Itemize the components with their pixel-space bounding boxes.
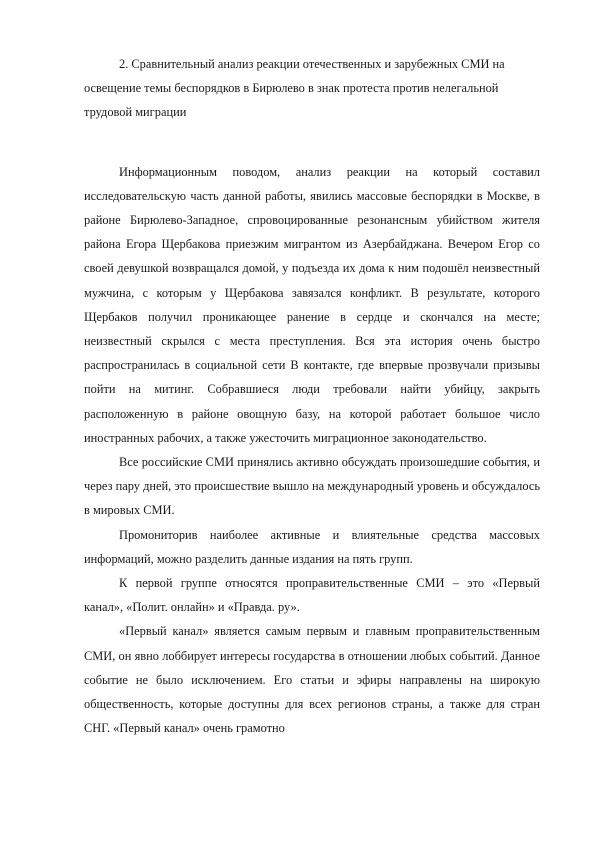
text-column <box>84 52 540 740</box>
section-heading: 2. Сравнительный анализ реакции отечественных и зарубежных СМИ на освещение темы беспорядков в Бирюлево в знак протеста против нелегальной трудовой миграции <box>84 57 505 120</box>
paragraph-incident: Информационным поводом, анализ реакции на который составил исследовательскую часть данной работы, явились массовые беспорядки в Москве, в районе Бирюлево-Западное, спровоцированные резонансным убийством жителя района Егора Щербакова приезжим мигрантом из Азербайджана. Вечером Егор со своей девушкой возвращался домой, у подъезда их дома к ним подошёл неизвестный мужчина, с которым у Щербакова завязался конфликт. В результате, которого Щербаков получил проникающее ранение в сердце и скончался на месте; неизвестный скрылся с места преступления. Вся эта история очень быстро распространилась в социальной сети В контакте, где впервые прозвучали призывы пойти на митинг. Собравшиеся люди требовали найти убийцу, закрыть расположенную в районе овощную базу, на которой работает большое число иностранных рабочих, а также ужесточить миграционное законодательство. <box>84 164 540 445</box>
paragraph-first-channel: «Первый канал» является самым первым и главным проправительственным СМИ, он явно лоббирует интересы государства в отношении любых событий. Данное событие не было исключением. Его статьи и эфиры направлены на широкую общественность, которые доступны для всех регионов страны, а также для стран СНГ. «Первый канал» очень грамотно <box>84 624 540 736</box>
paragraph-monitoring: Промониторив наиболее активные и влиятельные средства массовых информаций, можно разделить данные издания на пять групп. <box>84 527 540 566</box>
spacer <box>84 125 540 160</box>
paragraph-first-group: К первой группе относятся проправительственные СМИ – это «Первый канал», «Полит. онлайн» и «Правда. ру». <box>84 576 540 615</box>
paragraph-media-coverage: Все российские СМИ принялись активно обсуждать произошедшие события, и через пару дней, это происшествие вышло на международный уровень и обсуждалось в мировых СМИ. <box>84 455 540 518</box>
